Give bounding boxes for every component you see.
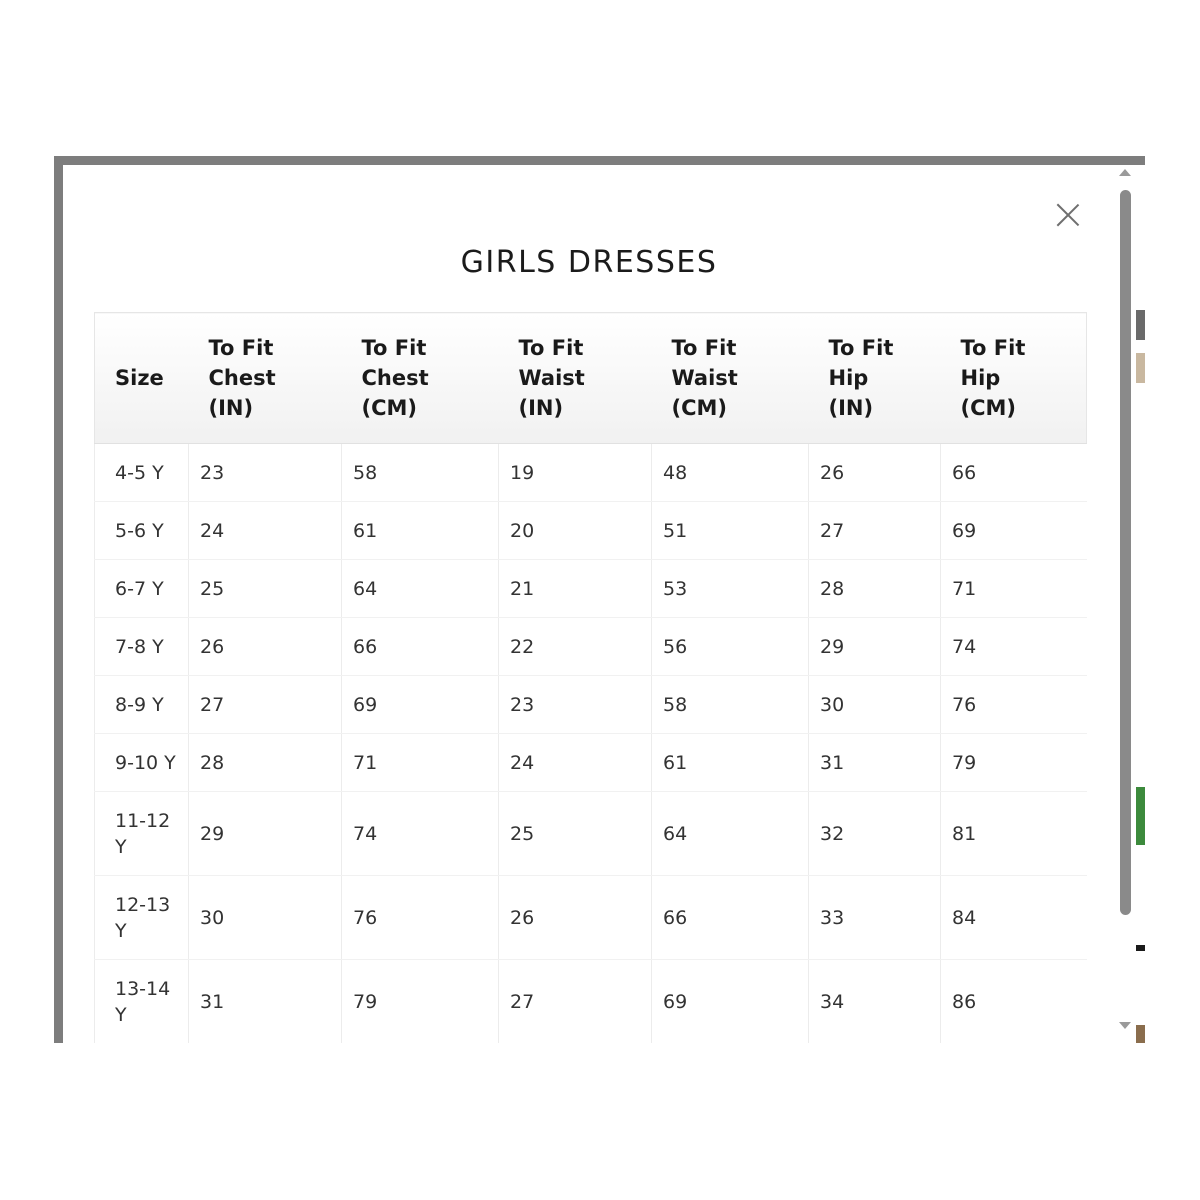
table-row [95, 560, 1087, 618]
measurement-cell: 24 [189, 502, 342, 560]
size-label: 4-5 Y [115, 461, 164, 484]
measurement-cell: 76 [941, 676, 1087, 734]
scroll-up-arrow-icon[interactable] [1119, 169, 1131, 176]
measurement-cell: 34 [809, 960, 941, 1044]
measurement-cell: 27 [499, 960, 652, 1044]
measurement-cell: 27 [189, 676, 342, 734]
column-header-line: (IN) [518, 396, 564, 420]
table-row [95, 960, 1087, 1044]
modal-title: GIRLS DRESSES [460, 245, 718, 280]
column-header [189, 313, 342, 444]
measurement-cell: 48 [652, 444, 809, 502]
measurement-cell: 69 [652, 960, 809, 1044]
column-header-line: To Fit [361, 336, 427, 360]
measurement-cell: 26 [189, 618, 342, 676]
measurement-cell: 53 [652, 560, 809, 618]
measurement-cell: 30 [809, 676, 941, 734]
table-row [95, 734, 1087, 792]
size-cell [95, 960, 189, 1044]
size-label: 7-8 Y [115, 635, 164, 658]
measurement-cell: 32 [809, 792, 941, 876]
column-header-line: (CM) [671, 396, 728, 420]
size-cell [95, 792, 189, 876]
column-header-line: To Fit [518, 336, 584, 360]
column-header [499, 313, 652, 444]
column-header-line: Hip [960, 366, 1001, 390]
table-row [95, 502, 1087, 560]
column-header [95, 313, 189, 444]
table-row [95, 676, 1087, 734]
column-header-line: (CM) [960, 396, 1017, 420]
measurement-cell: 79 [941, 734, 1087, 792]
measurement-cell: 66 [652, 876, 809, 960]
size-label: 12-13 [115, 893, 171, 916]
measurement-cell: 33 [809, 876, 941, 960]
measurement-cell: 81 [941, 792, 1087, 876]
size-label: 8-9 Y [115, 693, 164, 716]
table-row [95, 792, 1087, 876]
measurement-cell: 30 [189, 876, 342, 960]
size-cell [95, 676, 189, 734]
measurement-cell: 66 [941, 444, 1087, 502]
table-row [95, 876, 1087, 960]
measurement-cell: 20 [499, 502, 652, 560]
measurement-cell: 86 [941, 960, 1087, 1044]
column-header-line: Chest [361, 366, 429, 390]
column-header [652, 313, 809, 444]
column-header [809, 313, 941, 444]
measurement-cell: 58 [652, 676, 809, 734]
background-page-edge [1136, 165, 1145, 1043]
measurement-cell: 76 [342, 876, 499, 960]
measurement-cell: 31 [189, 960, 342, 1044]
size-label: 11-12 [115, 809, 171, 832]
measurement-cell: 26 [499, 876, 652, 960]
size-cell [95, 618, 189, 676]
size-cell [95, 876, 189, 960]
measurement-cell: 84 [941, 876, 1087, 960]
size-label: 5-6 Y [115, 519, 164, 542]
measurement-cell: 64 [342, 560, 499, 618]
column-header-line: (IN) [828, 396, 874, 420]
measurement-cell: 26 [809, 444, 941, 502]
measurement-cell: 69 [342, 676, 499, 734]
size-label: 9-10 Y [115, 751, 176, 774]
measurement-cell: 21 [499, 560, 652, 618]
measurement-cell: 31 [809, 734, 941, 792]
size-label: 6-7 Y [115, 577, 164, 600]
measurement-cell: 19 [499, 444, 652, 502]
measurement-cell: 79 [342, 960, 499, 1044]
measurement-cell: 69 [941, 502, 1087, 560]
measurement-cell: 58 [342, 444, 499, 502]
measurement-cell: 22 [499, 618, 652, 676]
column-header-line: Waist [518, 366, 585, 390]
size-label: Y [115, 919, 127, 942]
size-chart-table [94, 312, 1087, 1043]
measurement-cell: 23 [499, 676, 652, 734]
column-header-line: To Fit [208, 336, 274, 360]
size-label: 13-14 [115, 977, 171, 1000]
column-header-line: Size [115, 366, 164, 390]
column-header-line: (CM) [361, 396, 418, 420]
measurement-cell: 71 [941, 560, 1087, 618]
size-chart-modal [63, 165, 1115, 1043]
size-cell [95, 560, 189, 618]
vertical-scrollbar[interactable] [1115, 165, 1136, 1043]
size-chart-dialog-frame [54, 156, 1145, 1043]
column-header [941, 313, 1087, 444]
size-label: Y [115, 1003, 127, 1026]
measurement-cell: 61 [342, 502, 499, 560]
measurement-cell: 56 [652, 618, 809, 676]
column-header-line: To Fit [828, 336, 894, 360]
scroll-thumb[interactable] [1120, 190, 1131, 915]
column-header-line: Waist [671, 366, 738, 390]
measurement-cell: 29 [809, 618, 941, 676]
measurement-cell: 71 [342, 734, 499, 792]
measurement-cell: 66 [342, 618, 499, 676]
column-header-line: Hip [828, 366, 869, 390]
measurement-cell: 28 [189, 734, 342, 792]
table-header-row [95, 313, 1087, 444]
column-header-line: Chest [208, 366, 276, 390]
column-header-line: (IN) [208, 396, 254, 420]
measurement-cell: 61 [652, 734, 809, 792]
measurement-cell: 51 [652, 502, 809, 560]
measurement-cell: 74 [342, 792, 499, 876]
measurement-cell: 74 [941, 618, 1087, 676]
measurement-cell: 23 [189, 444, 342, 502]
measurement-cell: 25 [499, 792, 652, 876]
scroll-down-arrow-icon[interactable] [1119, 1022, 1131, 1029]
measurement-cell: 28 [809, 560, 941, 618]
size-label: Y [115, 835, 127, 858]
size-cell [95, 502, 189, 560]
column-header-line: To Fit [671, 336, 737, 360]
measurement-cell: 24 [499, 734, 652, 792]
column-header [342, 313, 499, 444]
size-cell [95, 734, 189, 792]
measurement-cell: 64 [652, 792, 809, 876]
close-icon[interactable] [1056, 203, 1080, 227]
table-row [95, 618, 1087, 676]
measurement-cell: 29 [189, 792, 342, 876]
size-cell [95, 444, 189, 502]
table-row [95, 444, 1087, 502]
measurement-cell: 27 [809, 502, 941, 560]
column-header-line: To Fit [960, 336, 1026, 360]
measurement-cell: 25 [189, 560, 342, 618]
